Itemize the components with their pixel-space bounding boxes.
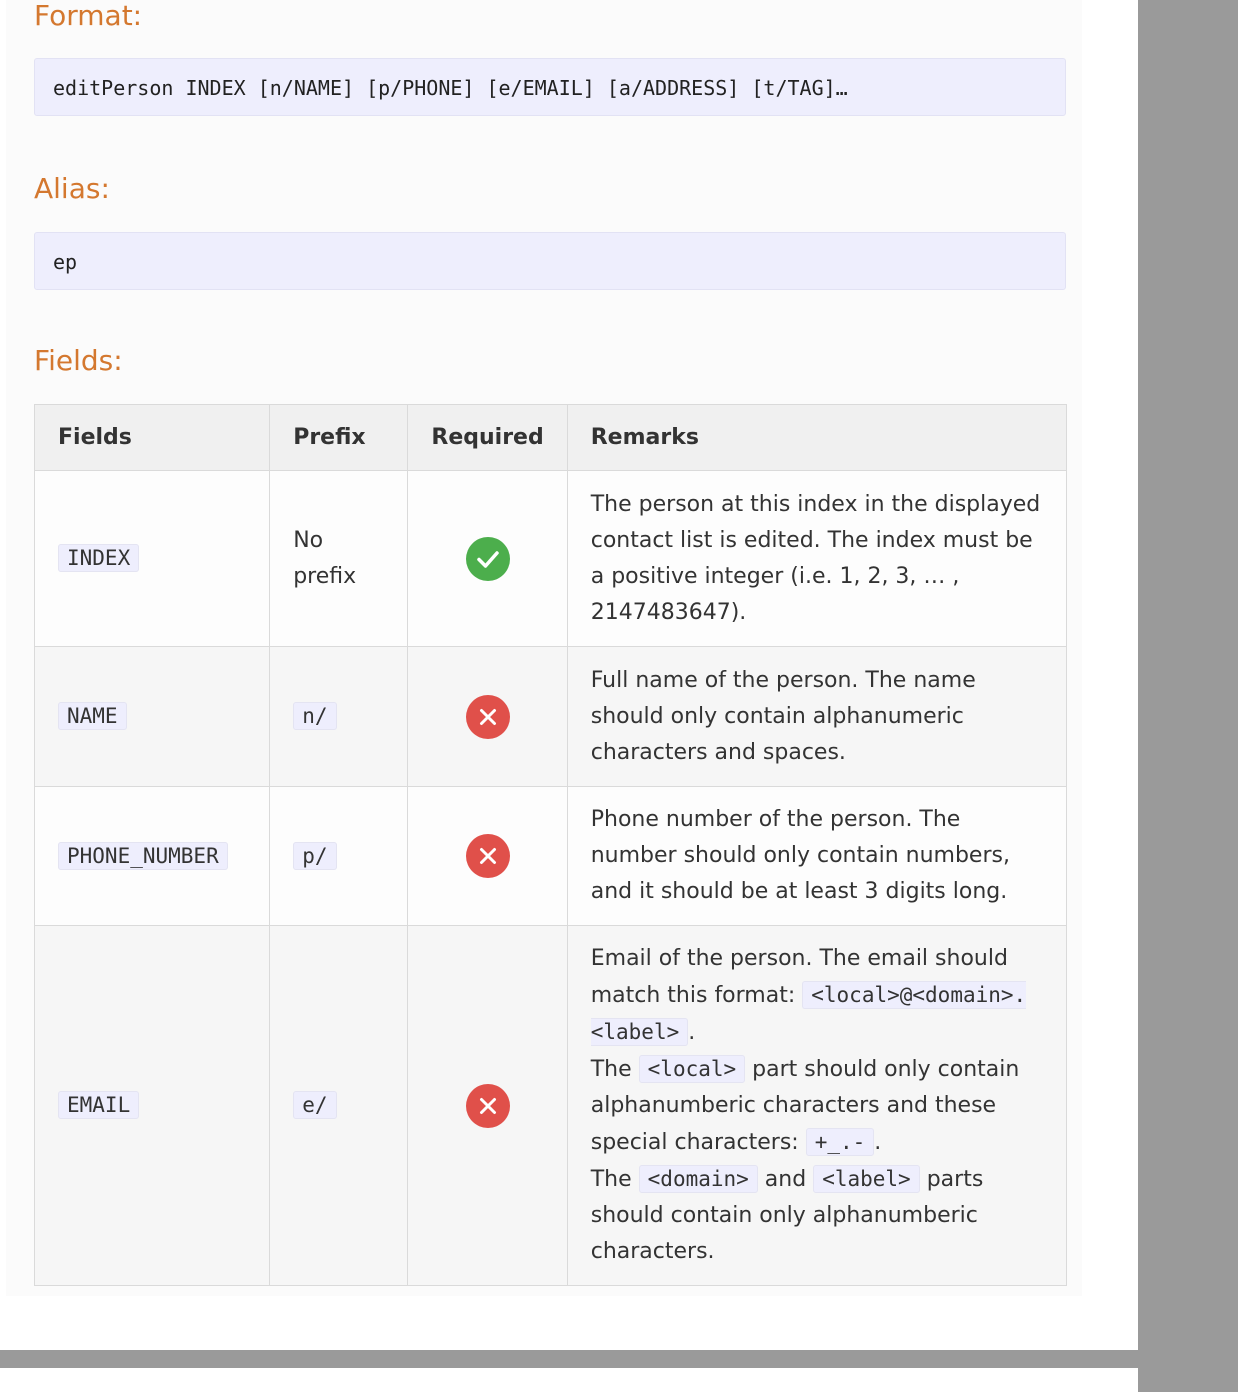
cross-circle-icon (466, 1084, 510, 1128)
field-cell (35, 787, 270, 926)
content-area (6, 0, 1082, 1296)
next-page-edge (0, 1368, 1138, 1392)
table-row-phone (35, 787, 1067, 926)
page-gap (0, 1350, 1138, 1368)
remarks-cell (567, 926, 1066, 1286)
header-remarks: Remarks (567, 405, 1066, 471)
field-cell (35, 471, 270, 647)
special-chars-code: +_.- (806, 1128, 875, 1156)
label-code: <label> (813, 1165, 920, 1193)
remarks-text: . (874, 1130, 882, 1155)
prefix-code: p/ (293, 842, 336, 870)
remarks-text: and (757, 1167, 814, 1192)
prefix-code: n/ (293, 702, 336, 730)
required-cell (408, 647, 567, 787)
format-code-block: editPerson INDEX [n/NAME] [p/PHONE] [e/EMAIL] [a/ADDRESS] [t/TAG]… (34, 58, 1066, 116)
required-cell (408, 787, 567, 926)
remarks-cell: Full name of the person. The name should only contain alphanumeric characters and spaces. (567, 647, 1066, 787)
field-code: EMAIL (58, 1091, 139, 1119)
remarks-text: The (590, 1167, 639, 1192)
format-heading: Format: (34, 0, 143, 32)
remarks-text: The (590, 1057, 639, 1082)
table-row-email (35, 926, 1067, 1286)
prefix-cell (270, 926, 408, 1286)
field-code: PHONE_NUMBER (58, 842, 228, 870)
field-code: NAME (58, 702, 127, 730)
field-cell (35, 647, 270, 787)
header-prefix: Prefix (270, 405, 408, 471)
prefix-cell: No prefix (270, 471, 408, 647)
prefix-code: e/ (293, 1091, 336, 1119)
required-cell (408, 926, 567, 1286)
table-row-index (35, 471, 1067, 647)
remarks-text: . (688, 1020, 696, 1045)
check-circle-icon (466, 537, 510, 581)
header-required: Required (408, 405, 567, 471)
remarks-cell: Phone number of the person. The number should only contain numbers, and it should be at least 3 digits long. (567, 787, 1066, 926)
header-fields: Fields (35, 405, 270, 471)
prefix-cell (270, 787, 408, 926)
prefix-cell (270, 647, 408, 787)
remarks-cell: The person at this index in the displayed contact list is edited. The index must be a positive integer (i.e. 1, 2, 3, … , 2147483647). (567, 471, 1066, 647)
alias-heading: Alias: (34, 172, 110, 205)
local-code: <local> (639, 1055, 746, 1083)
cross-circle-icon (466, 695, 510, 739)
cross-circle-icon (466, 834, 510, 878)
field-cell (35, 926, 270, 1286)
domain-code: <domain> (639, 1165, 758, 1193)
remarks-text: part should only contain alphanumberic characters and these special characters: (590, 1057, 1020, 1155)
remarks-text: parts should contain only alphanumberic characters. (590, 1167, 984, 1264)
alias-code-block: ep (34, 232, 1066, 290)
fields-heading: Fields: (34, 344, 123, 377)
fields-table (34, 404, 1067, 1286)
table-row-name (35, 647, 1067, 787)
required-cell (408, 471, 567, 647)
field-code: INDEX (58, 544, 139, 572)
table-header-row (35, 405, 1067, 471)
remarks-text: Email of the person. The email should match this format: (590, 946, 1008, 1008)
format-code: <local>@<domain>.<label> (590, 983, 1027, 1044)
